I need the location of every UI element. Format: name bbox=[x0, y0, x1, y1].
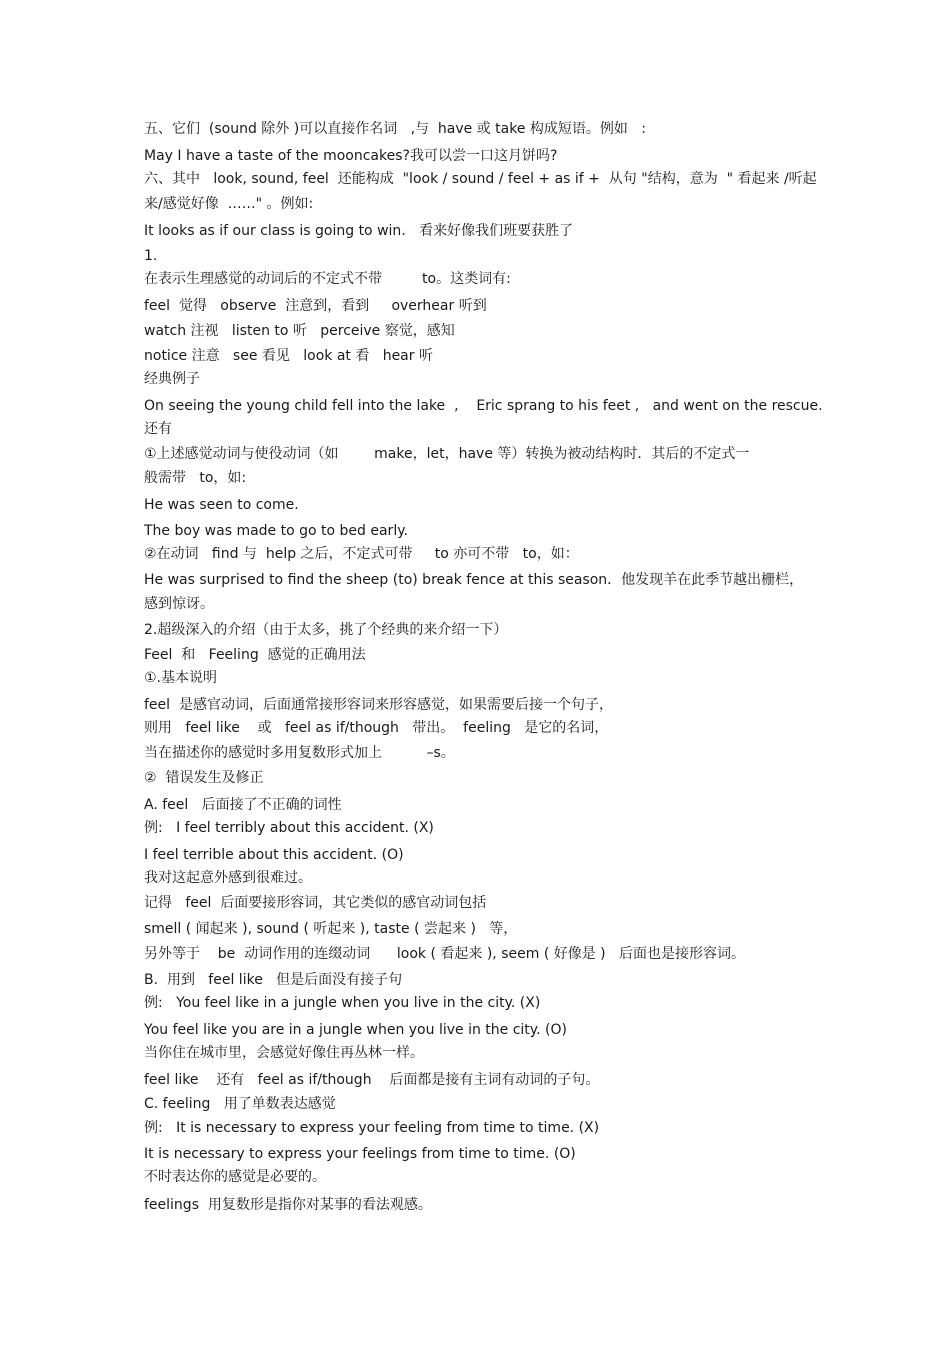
text-line: feel like 还有 feel as if/though 后面都是接有主词有动词的子句。 bbox=[144, 1072, 600, 1088]
text-line: 感到惊讶。 bbox=[144, 596, 214, 612]
text-line: 还有 bbox=[144, 421, 172, 437]
text-line: I feel terrible about this accident. (O) bbox=[144, 847, 404, 863]
text-line: 例: It is necessary to express your feeling from time to time. (X) bbox=[144, 1120, 600, 1136]
text-line: ①.基本说明 bbox=[144, 670, 218, 686]
text-line: feel 是感官动词，后面通常接形容词来形容感觉，如果需要后接一个句子， bbox=[144, 697, 613, 713]
text-line: May I have a taste of the mooncakes?我可以尝一口这月饼吗? bbox=[144, 148, 558, 164]
text-line: 例: I feel terribly about this accident. (X) bbox=[144, 820, 434, 836]
text-line: 五、它们 (sound 除外 )可以直接作名词 ,与 have 或 take 构成短语。例如 : bbox=[144, 121, 646, 137]
text-line: 不时表达你的感觉是必要的。 bbox=[144, 1169, 326, 1185]
text-line: 例: You feel like in a jungle when you live in the city. (X) bbox=[144, 995, 541, 1011]
text-line: feel 觉得 observe 注意到，看到 overhear 听到 bbox=[144, 298, 487, 314]
text-line: He was seen to come. bbox=[144, 497, 299, 513]
text-line: 2.超级深入的介绍（由于太多，挑了个经典的来介绍一下） bbox=[144, 622, 508, 638]
text-line: 在表示生理感觉的动词后的不定式不带 to。这类词有: bbox=[144, 271, 511, 287]
text-line: 来/感觉好像 ……" 。例如: bbox=[144, 196, 314, 212]
text-line: 我对这起意外感到很难过。 bbox=[144, 870, 312, 886]
text-line: On seeing the young child fell into the lake , Eric sprang to his feet , and went on the rescue. bbox=[144, 398, 823, 414]
text-line: C. feeling 用了单数表达感觉 bbox=[144, 1096, 336, 1112]
text-line: notice 注意 see 看见 look at 看 hear 听 bbox=[144, 348, 433, 364]
text-line: watch 注视 listen to 听 perceive 察觉，感知 bbox=[144, 323, 455, 339]
text-line: 另外等于 be 动词作用的连缀动词 look ( 看起来 ), seem ( 好像是 ) 后面也是接形容词。 bbox=[144, 946, 745, 962]
text-line: B. 用到 feel like 但是后面没有接子句 bbox=[144, 972, 403, 988]
text-line: 经典例子 bbox=[144, 371, 200, 387]
text-line: 当你住在城市里，会感觉好像住再丛林一样。 bbox=[144, 1045, 424, 1061]
text-line: smell ( 闻起来 ), sound ( 听起来 ), taste ( 尝起来 ) 等， bbox=[144, 921, 518, 937]
text-line: It looks as if our class is going to win. 看来好像我们班要获胜了 bbox=[144, 223, 574, 239]
text-line: ② 错误发生及修正 bbox=[144, 770, 264, 786]
text-line: ①上述感觉动词与使役动词（如 make，let，have 等）转换为被动结构时．其后的不定式一 bbox=[144, 446, 750, 462]
text-line: 1. bbox=[144, 248, 158, 264]
text-line: 般需带 to，如: bbox=[144, 470, 247, 486]
text-line: feelings 用复数形是指你对某事的看法观感。 bbox=[144, 1197, 432, 1213]
text-line: Feel 和 Feeling 感觉的正确用法 bbox=[144, 647, 366, 663]
text-line: It is necessary to express your feelings from time to time. (O) bbox=[144, 1146, 576, 1162]
text-line: A. feel 后面接了不正确的词性 bbox=[144, 797, 342, 813]
text-line: 六、其中 look, sound, feel 还能构成 "look / sound / feel + as if + 从句 "结构，意为 " 看起来 /听起 bbox=[144, 171, 817, 187]
text-line: ②在动词 find 与 help 之后，不定式可带 to 亦可不带 to，如： bbox=[144, 546, 579, 562]
text-line: 当在描述你的感觉时多用复数形式加上 –s。 bbox=[144, 745, 455, 761]
text-line: You feel like you are in a jungle when you live in the city. (O) bbox=[144, 1022, 567, 1038]
text-line: He was surprised to find the sheep (to) break fence at this season．他发现羊在此季节越出栅栏， bbox=[144, 572, 804, 588]
text-line: 记得 feel 后面要接形容词，其它类似的感官动词包括 bbox=[144, 895, 487, 911]
text-line: 则用 feel like 或 feel as if/though 带出。 feeling 是它的名词， bbox=[144, 720, 609, 736]
text-line: The boy was made to go to bed early. bbox=[144, 523, 408, 539]
